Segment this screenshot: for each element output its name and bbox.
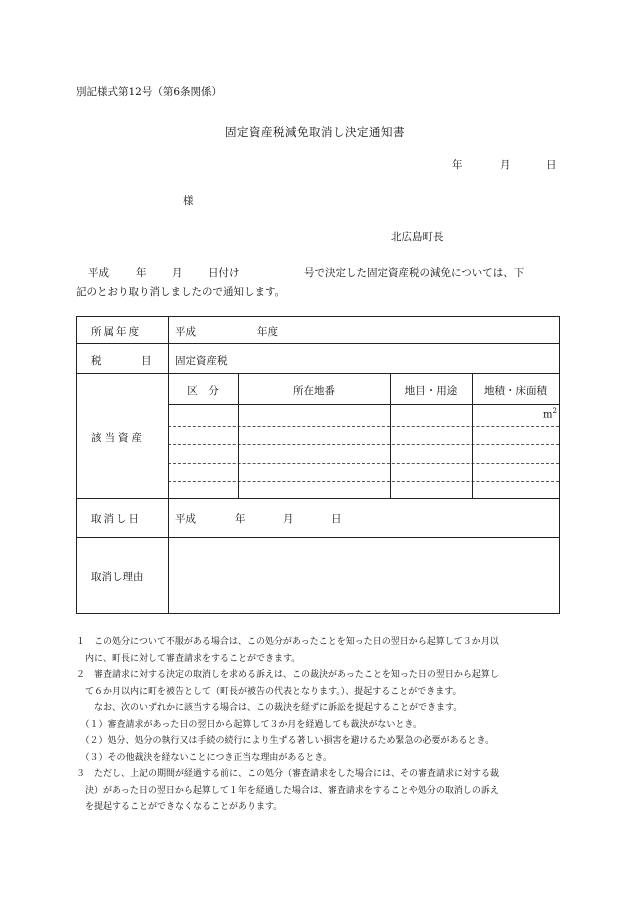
note-line: ３ ただし、上記の期間が経過する前に、この処分（審査請求をした場合には、その審査請求に対する裁 [76, 769, 500, 779]
tax-label-2: 目 [141, 355, 152, 367]
cancel-date-year: 年 [235, 513, 246, 525]
note-line: 決）があった日の翌日から起算して１年を経過した場合は、審査請求をすることや処分の取消しの訴え [76, 785, 499, 796]
cancel-date-day: 日 [331, 513, 342, 525]
note-line: （３）その他裁決を経ないことにつき正当な理由があるとき。 [76, 752, 332, 763]
asset-header-location: 所在地番 [293, 385, 335, 397]
intro-year: 年 [136, 267, 147, 279]
notes-section [76, 634, 564, 816]
asset-label: 該当資産 [91, 432, 145, 444]
fiscal-year-suffix: 年度 [257, 326, 278, 338]
note-line: ２ 審査請求に対する決定の取消しを求める訴えは、この裁決があったことを知った日の翌日から起算し [76, 670, 499, 680]
tax-value: 固定資産税 [175, 355, 228, 367]
document-title: 固定資産税減免取消し決定通知書 [225, 125, 405, 139]
intro-line-2: 記のとおり取り消しましたので通知します。 [76, 286, 286, 298]
fiscal-year-label: 所属年度 [91, 326, 141, 338]
note-line: （２）処分、処分の執行又は手続の続行により生ずる著しい損害を避けるため緊急の必要があるとき。 [76, 736, 495, 746]
reason-label: 取消し理由 [91, 571, 144, 583]
date-year-label: 年 [452, 159, 463, 171]
intro-number-text: 号で決定した固定資産税の減免については、下 [304, 267, 525, 279]
tax-label-1: 税 [91, 355, 102, 367]
asset-header-category: 区 分 [187, 385, 219, 397]
date-month-label: 月 [500, 159, 511, 171]
note-line: （１）審査請求があった日の翌日から起算して３か月を経過しても裁決がないとき。 [76, 719, 423, 730]
note-line: なお、次のいずれかに該当する場合は、この裁決を経ずに訴訟を提起することができます。 [76, 703, 463, 713]
form-number: 別記様式第12号（第6条関係） [76, 86, 223, 98]
asset-header-land-use: 地目・用途 [404, 385, 458, 397]
cancel-date-label: 取消し日 [91, 513, 141, 525]
intro-era: 平成 [88, 267, 109, 279]
addressee-suffix: 様 [183, 195, 194, 207]
note-line: １ この処分について不服がある場合は、この処分があったことを知った日の翌日から起算して３か月以 [76, 637, 499, 647]
note-line: を提起することができなくなることがあります。 [76, 802, 283, 812]
date-day-label: 日 [546, 159, 557, 171]
area-unit: $m^2$ [543, 407, 557, 421]
note-line: て６か月以内に町を被告として（町長が被告の代表となります。）、提起することができます。 [76, 686, 462, 697]
cancel-date-era: 平成 [175, 513, 196, 525]
intro-month: 月 [172, 267, 183, 279]
issuer-name: 北広島町長 [391, 231, 444, 243]
intro-day: 日付け [208, 267, 240, 279]
fiscal-year-era: 平成 [175, 326, 196, 338]
cancel-date-month: 月 [283, 513, 294, 525]
asset-header-area: 地積・床面積 [484, 385, 547, 397]
note-line: 内に、町長に対して審査請求をすることができます。 [76, 653, 301, 664]
cancellation-table [76, 316, 560, 614]
